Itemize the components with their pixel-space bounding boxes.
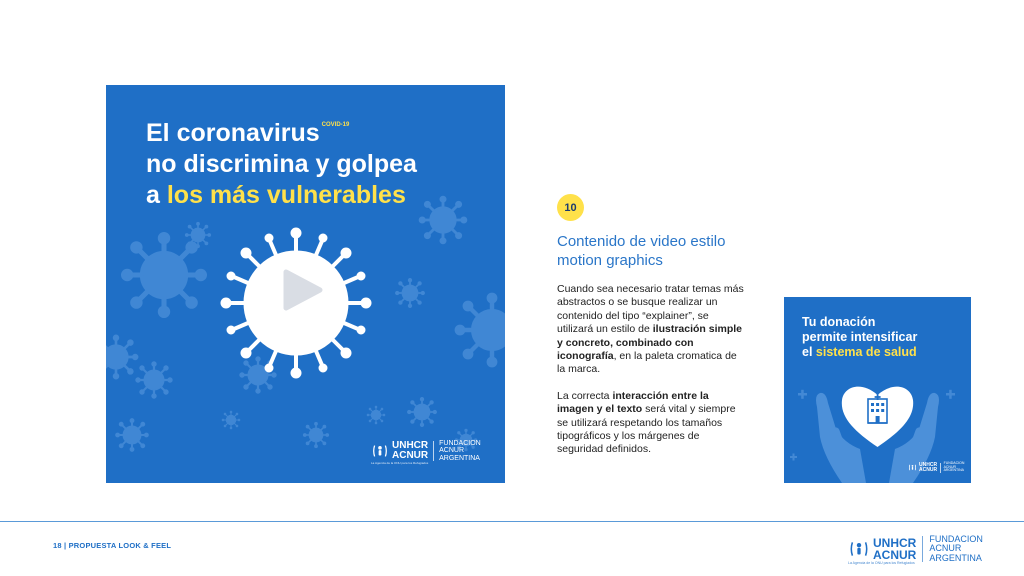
headline xyxy=(146,118,486,211)
logo-divider xyxy=(922,536,923,562)
logo-argentina-text: ARGENTINA xyxy=(943,468,964,473)
headline-superscript: COVID-19 xyxy=(321,122,350,128)
paragraph-2-text-a: La correcta xyxy=(557,389,613,402)
section-number-badge: 10 xyxy=(557,194,584,221)
play-icon[interactable] xyxy=(278,266,326,314)
logo-acnur2-text: ACNUR xyxy=(943,464,957,469)
logo-acnur2-text: ACNUR xyxy=(439,447,464,455)
footer-divider xyxy=(0,521,1024,522)
unhcr-emblem-icon xyxy=(908,463,917,472)
logo-acnur2-text: ACNUR xyxy=(929,543,962,554)
logo-fundacion-text: FUNDACION xyxy=(439,440,481,447)
headline-line1: El coronavirus xyxy=(146,119,320,147)
hands-heart-hospital-icon xyxy=(784,297,971,483)
donation-unhcr-logo xyxy=(908,462,964,473)
donation-line3-prefix: el xyxy=(802,345,816,359)
page-label: 18 | PROPUESTA LOOK & FEEL xyxy=(53,541,172,550)
logo-argentina-text: ARGENTINA xyxy=(439,454,480,462)
paragraph-1 xyxy=(557,283,747,377)
headline-line2: no discrimina y golpea xyxy=(146,150,417,178)
paragraph-1-bold: ilustración simple y concreto, combinado con iconografía xyxy=(557,323,743,363)
logo-divider xyxy=(940,463,941,473)
logo-unhcr-text: UNHCR xyxy=(919,461,938,468)
paragraph-1-text-b: , en la paleta cromatica de la marca. xyxy=(557,350,737,376)
logo-acnur-text: ACNUR xyxy=(873,548,917,563)
unhcr-logo xyxy=(371,440,481,465)
paragraph-2 xyxy=(557,390,747,457)
donation-highlight: sistema de salud xyxy=(815,345,917,359)
section-title: Contenido de video estilo motion graphics xyxy=(557,233,726,269)
footer-unhcr-logo xyxy=(848,535,983,563)
donation-line1: Tu donación xyxy=(802,315,876,329)
donation-post-preview xyxy=(784,297,971,483)
logo-fundacion-text: FUNDACION xyxy=(929,534,983,544)
section-body xyxy=(557,283,747,470)
logo-acnur-text: ACNUR xyxy=(392,450,429,462)
logo-divider xyxy=(433,441,434,461)
unhcr-emblem-icon xyxy=(848,538,870,560)
paragraph-2-bold: interacción entre la imagen y el texto xyxy=(557,389,709,416)
video-thumbnail-panel[interactable] xyxy=(106,85,505,483)
logo-fundacion-text: FUNDACION xyxy=(943,461,965,465)
logo-tagline: La Agencia de la ONU para los Refugiados xyxy=(371,461,429,465)
logo-tagline: La Agencia de la ONU para los Refugiados xyxy=(848,561,915,565)
unhcr-emblem-icon xyxy=(371,442,389,460)
logo-unhcr-text: UNHCR xyxy=(873,536,917,551)
headline-line3-prefix: a xyxy=(146,181,167,209)
logo-argentina-text: ARGENTINA xyxy=(929,552,982,563)
paragraph-1-text-a: Cuando sea necesario tratar temas más abstractos o se busque realizar un contenido del tipo “explainer”, se utilizará un estilo de xyxy=(557,283,744,336)
headline-highlight: los más vulnerables xyxy=(166,181,406,209)
logo-acnur-text: ACNUR xyxy=(919,466,938,473)
donation-line2: permite intensificar xyxy=(802,330,918,344)
logo-unhcr-text: UNHCR xyxy=(392,440,429,452)
paragraph-2-text-b: será vital y siempre se utilizará respetando los tamaños tipográficos y los márgenes de seguridad definidos. xyxy=(557,403,736,456)
